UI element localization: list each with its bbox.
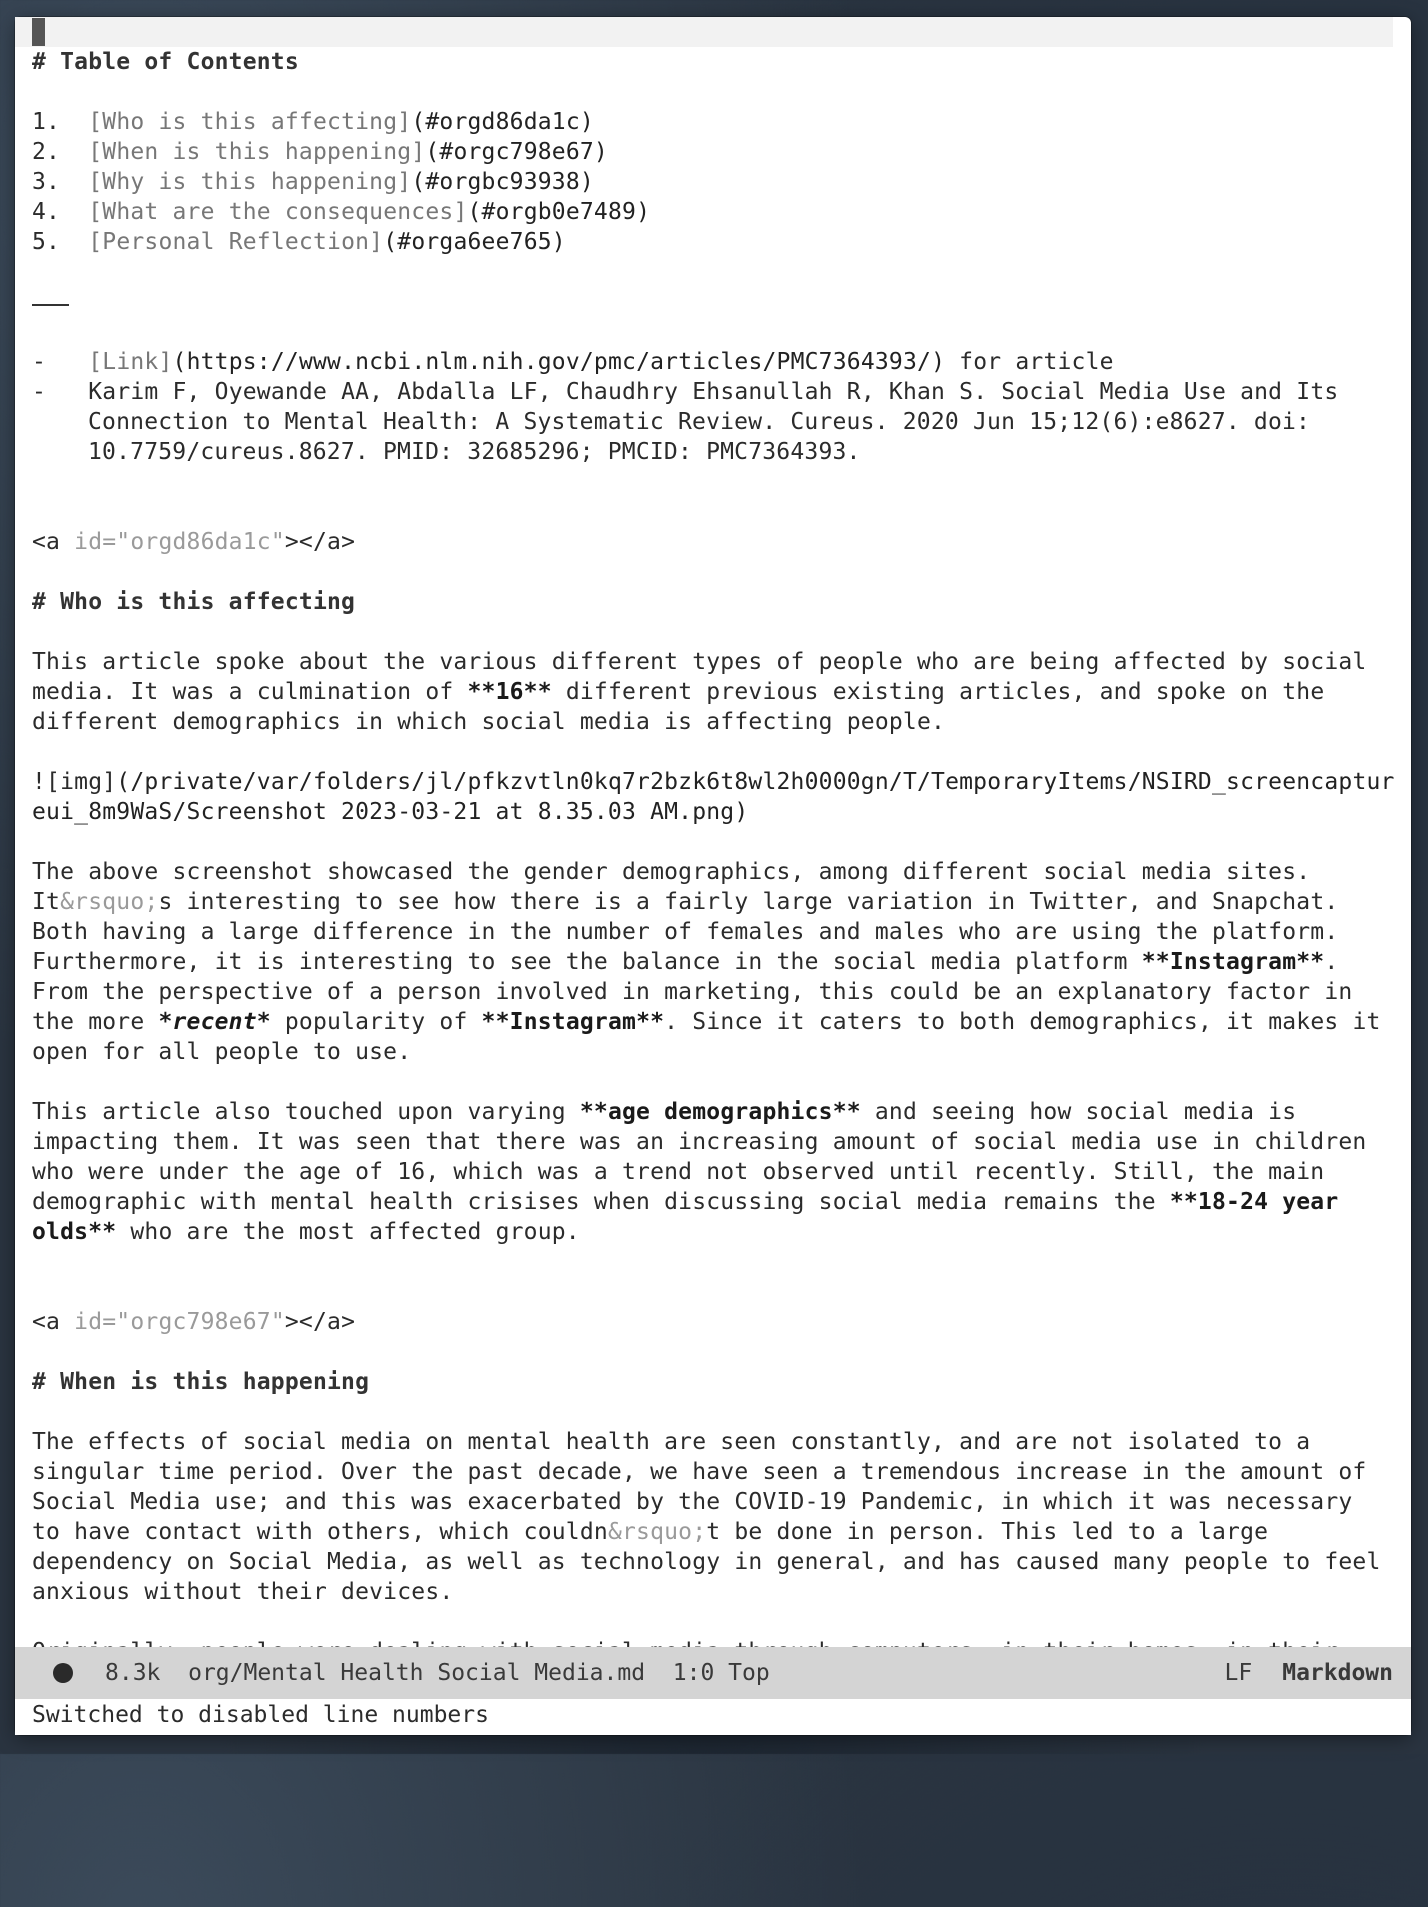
reference-citation-cont: 10.7759/cureus.8627. PMID: 32685296; PMCID: PMC7364393. [88, 439, 861, 465]
line-ending[interactable]: LF [1224, 1660, 1253, 1686]
echo-area: Switched to disabled line numbers [15, 1699, 1411, 1735]
paragraph-line: Social Media use; and this was exacerbated by the COVID-19 Pandemic, in which it was necessary [32, 1489, 1353, 1515]
major-mode[interactable]: Markdown [1282, 1660, 1393, 1686]
paragraph-line: Both having a large difference in the number of females and males who are using the platform. [32, 919, 1339, 945]
paragraph-line: anxious without their devices. [32, 1579, 454, 1605]
paragraph-line: to have contact with others, which couldn&rsquo;t be done in person. This led to a large [32, 1519, 1269, 1545]
paragraph-line: who were under the age of 16, which was a trend not observed until recently. Still, the main [32, 1159, 1325, 1185]
section-heading: # Who is this affecting [32, 589, 356, 615]
mode-line-right [1225, 1647, 1393, 1699]
paragraph-line: different demographics in which social media is affecting people. [32, 709, 946, 735]
paragraph-line: The effects of social media on mental health are seen constantly, and are not isolated to a [32, 1429, 1311, 1455]
section-heading: # When is this happening [32, 1369, 370, 1395]
paragraph-line: media. It was a culmination of **16** different previous existing articles, and spoke on the [32, 679, 1325, 705]
paragraph-line: demographic with mental health crisises when discussing social media remains the **18-24 year [32, 1189, 1339, 1215]
paragraph-line: The above screenshot showcased the gender demographics, among different social media sites. [32, 859, 1311, 885]
toc-item[interactable]: 4. [What are the consequences](#orgb0e7489) [32, 199, 651, 225]
reference-link[interactable]: - [Link](https://www.ncbi.nlm.nih.gov/pmc/articles/PMC7364393/) for article [32, 349, 1114, 375]
paragraph-line: It&rsquo;s interesting to see how there is a fairly large variation in Twitter, and Snapchat. [32, 889, 1339, 915]
text-buffer[interactable] [15, 17, 1411, 1647]
toc-item[interactable]: 1. [Who is this affecting](#orgd86da1c) [32, 109, 594, 135]
paragraph-line: olds** who are the most affected group. [32, 1219, 580, 1245]
reference-citation-cont: Connection to Mental Health: A Systematic Review. Cureus. 2020 Jun 15;12(6):e8627. doi: [88, 409, 1311, 435]
horizontal-rule [15, 287, 1411, 317]
reference-citation[interactable]: - Karim F, Oyewande AA, Abdalla LF, Chaudhry Ehsanullah R, Khan S. Social Media Use and Its [32, 379, 1339, 405]
paragraph-line: dependency on Social Media, as well as technology in general, and has caused many people to feel [32, 1549, 1381, 1575]
paragraph-line: This article also touched upon varying **age demographics** and seeing how social media is [32, 1099, 1297, 1125]
hr-mark [32, 304, 69, 306]
image-link[interactable]: ![img](/private/var/folders/jl/pfkzvtln0kq7r2bzk6t8wl2h0000gn/T/TemporaryItems/NSIRD_screencaptur [32, 769, 1395, 795]
editor-window [15, 17, 1411, 1735]
buffer-filename[interactable]: org/Mental Health Social Media.md [188, 1660, 646, 1686]
current-line[interactable] [15, 17, 1393, 47]
mode-line-left [105, 1647, 770, 1699]
text-cursor [32, 18, 45, 46]
paragraph-line: From the perspective of a person involved in marketing, this could be an explanatory factor in [32, 979, 1353, 1005]
paragraph-line: open for all people to use. [32, 1039, 412, 1065]
buffer-size: 8.3k [105, 1660, 161, 1686]
toc-item[interactable]: 5. [Personal Reflection](#orga6ee765) [32, 229, 566, 255]
modified-indicator-icon [53, 1663, 73, 1683]
anchor-tag: <a id="orgd86da1c"></a> [32, 529, 356, 555]
toc-heading: # Table of Contents [32, 49, 299, 75]
mode-line [15, 1647, 1411, 1699]
anchor-tag: <a id="orgc798e67"></a> [32, 1309, 356, 1335]
toc-item[interactable]: 2. [When is this happening](#orgc798e67) [32, 139, 608, 165]
paragraph-line: the more *recent* popularity of **Instagram**. Since it caters to both demographics, it makes it [32, 1009, 1381, 1035]
paragraph-line: impacting them. It was seen that there was an increasing amount of social media use in children [32, 1129, 1367, 1155]
paragraph-line: Furthermore, it is interesting to see the balance in the social media platform **Instagram**. [32, 949, 1339, 975]
paragraph-line: singular time period. Over the past decade, we have seen a tremendous increase in the amount of [32, 1459, 1367, 1485]
image-link-cont: eui_8m9WaS/Screenshot 2023-03-21 at 8.35.03 AM.png) [32, 799, 749, 825]
paragraph-line: This article spoke about the various different types of people who are being affected by social [32, 649, 1367, 675]
toc-item[interactable]: 3. [Why is this happening](#orgbc93938) [32, 169, 594, 195]
cursor-position: 1:0 Top [672, 1660, 770, 1686]
